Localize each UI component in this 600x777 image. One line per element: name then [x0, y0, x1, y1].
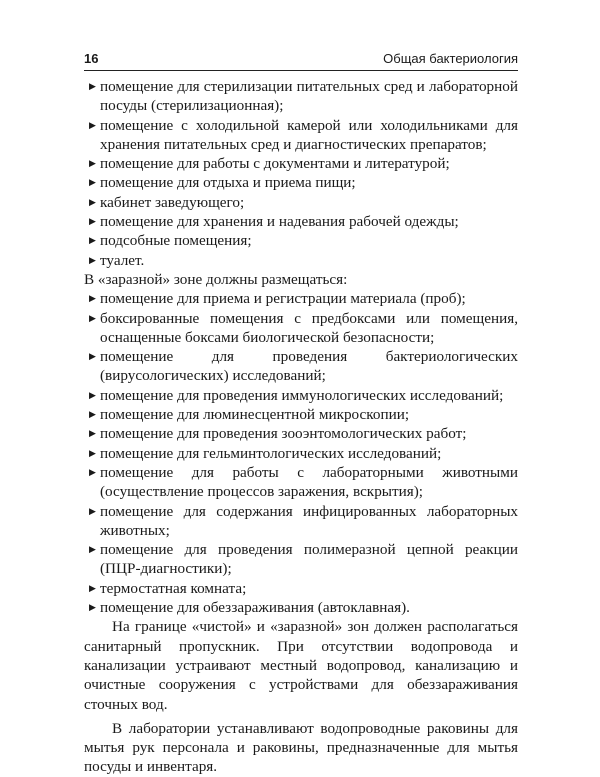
bullet-triangle-icon: ▶: [89, 505, 96, 516]
page-header: [84, 50, 518, 68]
list-item: ▶ помещение для работы с документами и литературой;: [89, 155, 450, 173]
bullet-triangle-icon: ▶: [89, 602, 96, 613]
list-item: ▶ помещение для гельминтологических исследований;: [89, 444, 442, 462]
list-item: ▶ помещение для проведения бактериологических (вирусологических) исследований;: [89, 348, 518, 385]
list-item: ▶ помещение для содержания инфицированных лабораторных животных;: [89, 502, 518, 539]
list-item: ▶ кабинет заведующего;: [89, 193, 245, 211]
list-item: ▶ термостатная комната;: [89, 579, 247, 597]
bullet-triangle-icon: ▶: [89, 293, 96, 304]
running-title: Общая бактериология: [383, 51, 518, 66]
bullet-triangle-icon: ▶: [89, 544, 96, 555]
bullet-triangle-icon: ▶: [89, 177, 96, 188]
list-item: ▶ помещение с холодильной камерой или холодильниками для хранения питательных сред и диагностических препаратов;: [89, 116, 518, 153]
clean-zone-list: [84, 77, 518, 270]
bullet-triangle-icon: ▶: [89, 389, 96, 400]
list-item: ▶ боксированные помещения с предбоксами или помещения, оснащенные боксами биологической безопасности;: [89, 309, 518, 346]
list-item: ▶ помещение для хранения и надевания рабочей одежды;: [89, 213, 459, 231]
list-item: ▶ помещение для стерилизации питательных сред и лабораторной посуды (стерилизационная);: [89, 78, 518, 115]
bullet-triangle-icon: ▶: [89, 81, 96, 91]
bullet-triangle-icon: ▶: [89, 582, 96, 593]
page-number: 16: [84, 51, 99, 66]
bullet-triangle-icon: ▶: [89, 409, 96, 420]
bullet-triangle-icon: ▶: [89, 254, 96, 265]
infected-zone-lead: В «заразной» зоне должны размещаться:: [84, 270, 348, 288]
bullet-triangle-icon: ▶: [89, 428, 96, 439]
list-item: ▶ подсобные помещения;: [89, 232, 252, 250]
list-item: ▶ помещение для проведения зооэнтомологических работ;: [89, 425, 467, 443]
list-item: ▶ помещение для отдыха и приема пищи;: [89, 174, 356, 192]
bullet-triangle-icon: ▶: [89, 235, 96, 246]
list-item: ▶ помещение для работы с лабораторными животными (осуществление процессов заражения, вскрытия);: [89, 463, 518, 501]
bullet-triangle-icon: ▶: [89, 312, 96, 323]
bullet-triangle-icon: ▶: [89, 351, 96, 362]
list-item: ▶ помещение для люминесцентной микроскопии;: [89, 406, 410, 424]
bullet-triangle-icon: ▶: [89, 216, 96, 227]
page-body: [84, 77, 518, 777]
header-rule: [84, 70, 518, 71]
bullet-triangle-icon: ▶: [89, 466, 96, 477]
list-item: ▶ помещение для приема и регистрации материала (проб);: [89, 290, 466, 308]
list-item: ▶ помещение для обеззараживания (автоклавная).: [89, 599, 410, 617]
body-paragraph: На границе «чистой» и «заразной» зон должен располагаться санитарный пропускник. При отсутствии водопровода и канализации устраивают местный водопровод, канализацию и очистные сооружения с устройствами для обеззараживания сточных вод.: [84, 618, 518, 713]
list-item: ▶ помещение для проведения иммунологических исследований;: [89, 386, 504, 404]
infected-zone-list: [84, 289, 518, 617]
bullet-triangle-icon: ▶: [89, 119, 96, 130]
list-item: ▶ туалет.: [89, 251, 145, 269]
list-item: ▶ помещение для проведения полимеразной цепной реакции (ПЦР-диагностики);: [89, 541, 518, 578]
body-paragraph: В лаборатории устанавливают водопроводные раковины для мытья рук персонала и раковины, предназначенные для мытья посуды и инвентаря.: [84, 719, 518, 776]
bullet-triangle-icon: ▶: [89, 447, 96, 458]
bullet-triangle-icon: ▶: [89, 196, 96, 207]
bullet-triangle-icon: ▶: [89, 158, 96, 169]
